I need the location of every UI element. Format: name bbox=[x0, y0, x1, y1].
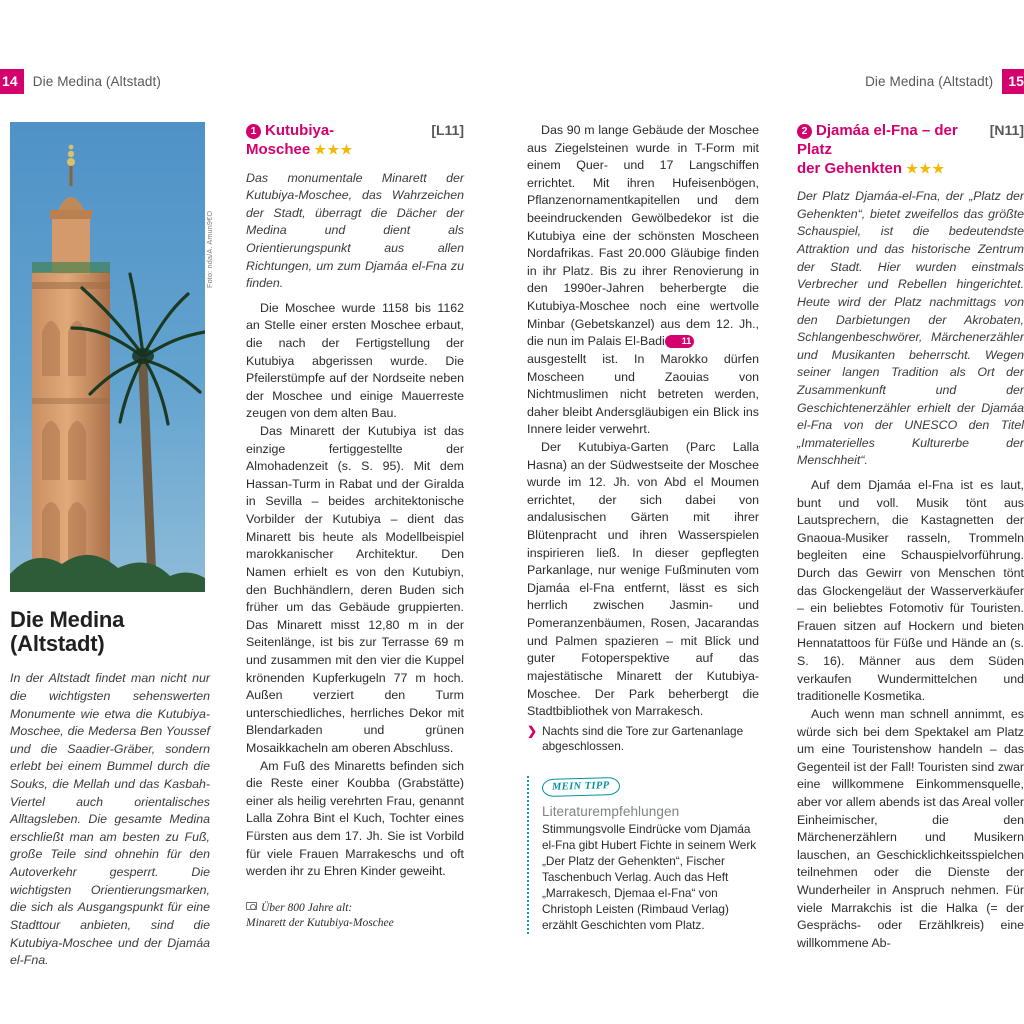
intro-paragraph: In der Altstadt findet man nicht nur die wichtigsten sehenswerten Monumente wie etwa die Kutubiya-Moschee, die Medersa Ben Youssef und die Saadier-Gräber, sondern erlebt bei einem Bummel durch die Souks, die Mellah und das Kasbah-Viertel auch orientalisches Alltagsleben. Die gesamte Medina erschließt man am besten zu Fuß, große Teile sind ohnehin für den Autoverkehr gesperrt. Die wichtigsten Orientierungsmarken, die sich als Ausgangspunkt für eine Stadttour anbieten, sind die Kutubiya-Moschee und der Djamáa el-Fna. bbox=[10, 671, 210, 968]
column-one bbox=[246, 122, 464, 932]
running-head-left-title: Die Medina (Altstadt) bbox=[32, 73, 161, 89]
paragraph-djamaa-2: Auch wenn man schnell annimmt, es würde sich bei dem Spektakel am Platz um eine Touristenshow handeln – das Gegenteil ist der Fall! Touristen sind zwar eine willkommene Einkommensquelle, aber vor allem abends ist das Areal voller Einheimischer, die den Märchenerzählern und Musikern lauschen, an Geschicklichkeitsspielchen teilnehmen oder die Dienste der Wunderheiler in Anspruch nehmen. Für viele Marrakchis ist die Halka (= der Gesprächs- oder Erzählkreis) eine willkommene Ab- bbox=[797, 706, 1024, 950]
minaret-photo-illustration bbox=[10, 122, 205, 592]
sight-title-djamaa-line1: Djamáa el-Fna – der Platz bbox=[797, 122, 958, 158]
photo-caption bbox=[246, 901, 464, 932]
photo-credit: Foto: nda/A. Amun9€O bbox=[205, 210, 214, 288]
tip-box bbox=[527, 776, 759, 933]
page-title: Die Medina (Altstadt) bbox=[10, 607, 125, 657]
sight-title-line2: Moschee bbox=[246, 140, 311, 158]
grid-reference-djamaa: [N11] bbox=[989, 122, 1024, 138]
grid-reference-kutubiya: [L11] bbox=[431, 122, 464, 138]
page-folio-right: 15 bbox=[1002, 69, 1024, 94]
sight-number-badge-2: 2 bbox=[797, 124, 812, 139]
running-head-right bbox=[865, 68, 1024, 94]
tip-box-title: Literaturempfehlungen bbox=[542, 804, 680, 820]
camera-icon bbox=[246, 902, 257, 910]
sight-title-line1: Kutubiya- bbox=[265, 122, 335, 139]
photo-caption-line1: Über 800 Jahre alt: bbox=[261, 901, 353, 914]
sight-heading-kutubiya bbox=[246, 122, 464, 160]
sight-lead-kutubiya: Das monumentale Minarett der Kutubiya-Moschee, das Wahrzeichen der Stadt, überragt die Dächer der Medina und dient als Orientierungspunkt aus allen Richtungen, um zum Djamáa el-Fna zu finden. bbox=[246, 170, 464, 291]
practical-note-text: Nachts sind die Tore zur Gartenanlage abgeschlossen. bbox=[542, 723, 744, 754]
paragraph-kutubiya-1: Die Moschee wurde 1158 bis 1162 an Stelle einer ersten Moschee erbaut, die nach der Fertigstellung der Kutubiya abgerissen wurde. Die Pfeilerstümpfe auf der Nordseite neben der Moschee und einige Mauerreste zeugen von dem alten Bau. bbox=[246, 300, 464, 421]
rating-stars-kutubiya: ★★★ bbox=[314, 141, 354, 157]
page-folio-left: 14 bbox=[0, 69, 24, 94]
paragraph-kutubiya-4-text: Das 90 m lange Gebäude der Moschee aus Ziegelsteinen wurde in T-Form mit einem Quer- und 17 Langschiffen errichtet. Mit ihren Hufeisenbögen, Pflanzenornamentkapitellen und dem beeindruckenden Gewölbedekor ist die Kutubiya eine der schönsten Moscheen Nordafrikas. Fast 20.000 Gläubige finden in ihr Platz. Bis zu ihrer Renovierung in den 1990er-Jahren beherbergte die Kutubiya-Moschee noch eine wertvolle Minbar (Gebetskanzel) aus dem 12. Jh., die nun im Palais El-Badi bbox=[527, 123, 759, 349]
running-head-right-title: Die Medina (Altstadt) bbox=[865, 73, 994, 89]
paragraph-kutubiya-6: Der Kutubiya-Garten (Parc Lalla Hasna) an der Südwestseite der Moschee wurde im 12. Jh. von Abd el Moumen errichtet, der sich dabei von andalusischen Gärten mit ihrer Blütenpracht und ihren Wasserspielen inspirieren ließ. In dieser gepflegten Parkanlage, nur wenige Fußminuten vom Djamáa el-Fna entfernt, lässt es sich herrlich zwischen Jasmin- und Pomeranzenbäumen, Rosen, Jacarandas und Palmen spazieren – mit Blick und guter Fotoperspektive auf das majestätische Minarett der Kutubiya-Moschee. Der Park beherbergt die Stadtbibliothek von Marrakesch. bbox=[527, 439, 759, 719]
minaret-photo bbox=[10, 122, 205, 592]
tip-stamp-badge: MEIN TIPP bbox=[542, 777, 620, 797]
arrow-icon: ❯ bbox=[527, 723, 538, 738]
rating-stars-djamaa: ★★★ bbox=[906, 160, 946, 176]
sight-lead-djamaa: Der Platz Djamáa-el-Fna, der „Platz der Gehenkten“, bietet zweifellos das größte Schauspiel, ist die bedeutendste Attraktion und das historische Zentrum der Stadt. Hier wurden einstmals Verbrecher und Rebellen hingerichtet. Heute wird der Platz nachmittags von den Darbietungen der Akrobaten, Schlangenbeschwörer, Märchenerzähler und Musikanten beherrscht. Wegen seiner langen Tradition als Ort der Zusammenkunft und der Geschichtenerzähler erhielt der Djamáa el-Fna von der UNESCO den Titel „Immaterielles Kulturerbe der Menschheit“. bbox=[797, 189, 1024, 468]
column-intro bbox=[10, 608, 210, 977]
running-head-left bbox=[0, 68, 161, 94]
paragraph-kutubiya-2: Das Minarett der Kutubiya ist das einzige fertiggestellte der Almohadenzeit (s. S. 95). Mit dem Hassan-Turm in Rabat und der Giralda in Sevilla – beides architektonische Vorbilder der Kutubiya – dient das Minarett bis heute als Modellbeispiel marokkanischer Architektur. Den Namen erhielt es von den Kutubiyn, den Buchhändlern, deren Buden sich früher um das Gebäude gruppierten. Das Minarett misst 12,80 m in der Seitenlänge, ist bis zur Terrasse 69 m und zusammen mit den vier die Kuppel krönenden Kupferkugeln 77 m hoch. Außen verziert den Turm unterschiedliches, herrliches Dekor mit Blendarkaden und grünen Mosaikkacheln am oberen Abschluss. bbox=[246, 424, 464, 755]
photo-caption-line2: Minarett der Kutubiya-Moschee bbox=[246, 917, 394, 930]
column-two bbox=[527, 122, 759, 934]
paragraph-djamaa-1: Auf dem Djamáa el-Fna ist es laut, bunt und voll. Musik tönt aus Lautsprechern, die Kastagnetten der Gnaoua-Musiker rasseln, Trommeln begleiten eine Schauspielvorführung. Durch das Gewirr von Menschen tönt das Glockengeläut der Wasserverkäufer – ein beliebtes Fotomotiv für Touristen. Frauen sitzen auf Hockern und bieten Hennatattoos für Füße und Hände an (s. S. 16). Männer aus dem Süden verkaufen Wundermittelchen und traditionelle Kosmetika. bbox=[797, 478, 1024, 704]
inline-map-badge-11: 11 bbox=[665, 335, 695, 348]
sight-title-djamaa-line2: der Gehenkten bbox=[797, 159, 903, 177]
paragraph-kutubiya-5: ausgestellt ist. In Marokko dürfen Moscheen und Zaouias von Nichtmuslimen nicht betreten werden, daher bleibt Andersgläubigen ein Blick ins Innere leider verwehrt. bbox=[527, 351, 759, 437]
tip-box-text: Stimmungsvolle Eindrücke vom Djamáa el-Fna gibt Hubert Fichte in seinem Werk „Der Platz der Gehenkten“, Fischer Taschenbuch Verlag. Auch das Heft „Marrakesch, Djemaa el-Fna“ von Christoph Leisten (Rimbaud Verlag) erzählt Geschichten vom Platz. bbox=[542, 822, 757, 932]
sight-heading-djamaa bbox=[797, 122, 1024, 178]
sight-number-badge-1: 1 bbox=[246, 124, 261, 139]
practical-note bbox=[527, 724, 759, 755]
paragraph-kutubiya-3: Am Fuß des Minaretts befinden sich die Reste einer Koubba (Grabstätte) einer als heilig verehrten Frau, genannt Lalla Zohra Bint el Kuch, Tochter eines Fürsten aus dem 17. Jh. Sie ist Vorbild für viele Frauen Marrakeschs und oft werden ihr zu Ehren Kinder geweiht. bbox=[246, 758, 464, 879]
paragraph-kutubiya-4 bbox=[527, 122, 759, 351]
column-three bbox=[797, 122, 1024, 952]
